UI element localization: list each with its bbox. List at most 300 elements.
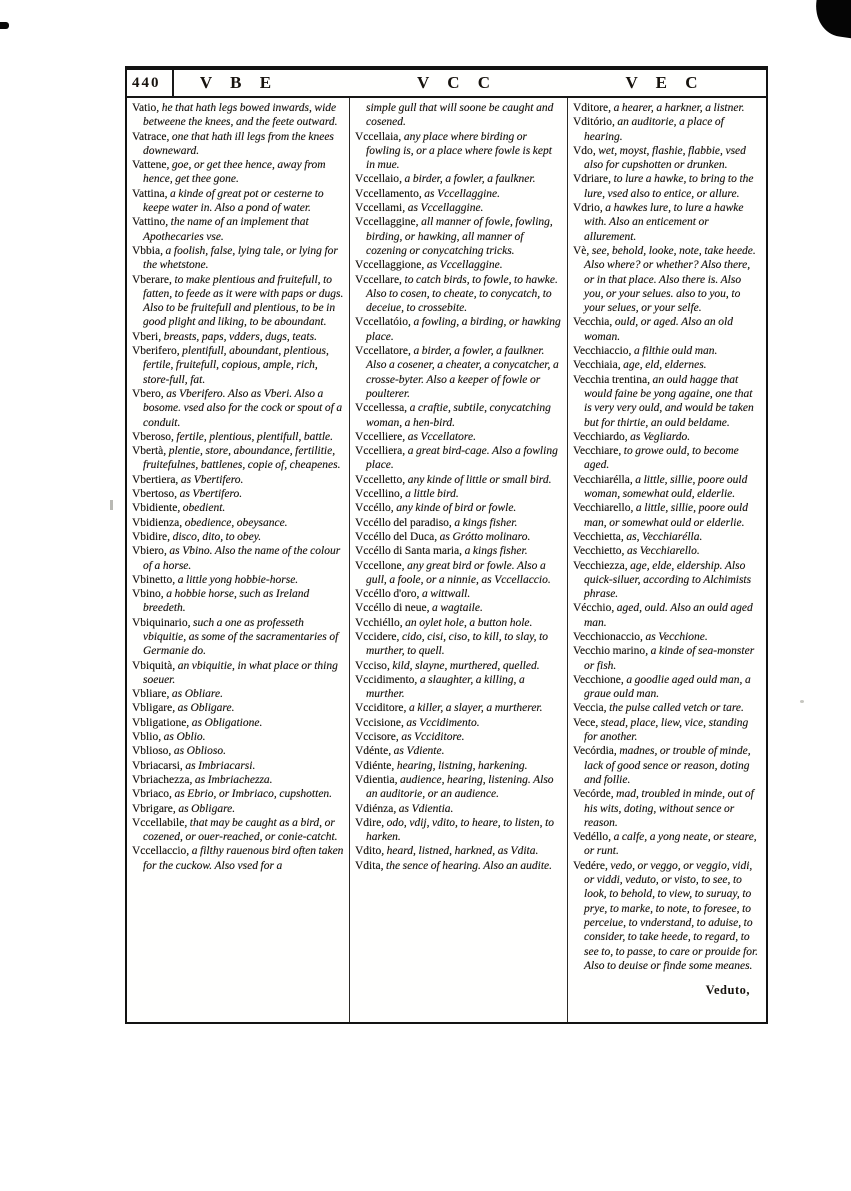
- dictionary-entry: [355, 501, 563, 515]
- entry-headword: Vè: [573, 244, 587, 257]
- entry-definition: , a filthie ould man.: [628, 345, 718, 358]
- dictionary-entry: [132, 844, 345, 873]
- entry-headword: Vdriare: [573, 173, 609, 186]
- entry-headword: Vecórdia: [573, 745, 614, 758]
- entry-headword: Vccelliera: [355, 445, 403, 458]
- entry-headword: Vbliare: [132, 688, 167, 701]
- dictionary-entry: [355, 201, 563, 215]
- entry-headword: Vecchiaccio: [573, 345, 629, 358]
- entry-definition: , a wittwall.: [416, 588, 471, 601]
- dictionary-entry: [355, 544, 563, 558]
- entry-definition: , a slaughter, a killing, a murther.: [366, 673, 525, 701]
- entry-headword: Vccéllo di Santa maria: [355, 545, 460, 558]
- entry-headword: Vccisione: [355, 716, 401, 729]
- dictionary-entry: [132, 616, 345, 659]
- column-header-vcc: V C C: [416, 73, 498, 92]
- entry-headword: Vbbia: [132, 244, 161, 257]
- entry-headword: Vecchietta: [573, 530, 621, 543]
- dictionary-entry: [573, 830, 762, 859]
- entry-headword: Vecchiaia: [573, 359, 618, 372]
- entry-definition: , as Obligare.: [172, 702, 235, 715]
- entry-definition: , as Oblioso.: [168, 745, 226, 758]
- dictionary-entry: [355, 601, 563, 615]
- dictionary-entry: [355, 258, 563, 272]
- dictionary-entry: [132, 787, 345, 801]
- column-vcc: [349, 98, 567, 1022]
- column-header-vec: V E C: [625, 73, 705, 92]
- dictionary-entry: [132, 687, 345, 701]
- entry-headword: Vbino: [132, 588, 161, 601]
- entry-definition: , as Grótto molinaro.: [434, 530, 531, 543]
- dictionary-entry: [355, 816, 563, 845]
- dictionary-entry: [132, 487, 345, 501]
- dictionary-entry: [355, 315, 563, 344]
- entry-definition: , as Vbertifero.: [174, 488, 243, 501]
- entry-definition: , as Vccellaggine.: [418, 187, 501, 200]
- dictionary-entry: [355, 430, 563, 444]
- entry-headword: Vccellone: [355, 559, 402, 572]
- entry-definition: , as Vecchiarello.: [621, 545, 700, 558]
- entry-definition: , audience, hearing, listening. Also an auditorie, or an audience.: [366, 773, 554, 801]
- dictionary-entry: [132, 101, 345, 130]
- entry-headword: Vbero: [132, 387, 161, 400]
- entry-definition: , any place where birding or fowling is, or a place where fowle is kept in mue.: [366, 130, 552, 172]
- entry-definition: , a fowling, a birding, or hawking place.: [366, 316, 561, 343]
- entry-headword: Vccisore: [355, 731, 396, 744]
- dictionary-entry: [573, 544, 762, 558]
- dictionary-entry: [573, 530, 762, 544]
- dictionary-entry: [355, 473, 563, 487]
- entry-definition: , to growe ould, to become aged.: [584, 445, 739, 472]
- entry-headword: Vccellaggine: [355, 216, 416, 229]
- entry-headword: Vedére: [573, 859, 605, 872]
- dictionary-entry: [132, 659, 345, 688]
- dictionary-entry: [355, 273, 563, 316]
- dictionary-entry: [132, 130, 345, 159]
- entry-headword: Vbriachezza: [132, 773, 190, 786]
- entry-headword: Vbligatione: [132, 716, 187, 729]
- entry-definition: , as Vbertifero.: [175, 473, 244, 486]
- entry-definition: , an auditorie, a place of hearing.: [584, 116, 724, 143]
- dictionary-entry: [132, 158, 345, 187]
- dictionary-entry: [355, 344, 563, 401]
- dictionary-entry: [573, 630, 762, 644]
- entry-headword: Vbriacarsi: [132, 759, 180, 772]
- entry-headword: Vccelliere: [355, 430, 403, 443]
- scan-speck: [110, 500, 113, 510]
- entry-headword: Vdénte: [355, 745, 389, 758]
- entry-definition: , as Obligatione.: [186, 716, 263, 729]
- dictionary-entry: [132, 501, 345, 515]
- entry-headword: Vberifero: [132, 345, 177, 358]
- entry-definition: , a birder, a fowler, a faulkner.: [399, 173, 536, 186]
- entry-headword: Vditório: [573, 116, 612, 129]
- entry-headword: Vberi: [132, 330, 159, 343]
- entry-headword: Vecchia: [573, 316, 610, 329]
- entry-headword: Vccellino: [355, 488, 400, 501]
- dictionary-entry: [573, 358, 762, 372]
- entry-headword: Vberoso: [132, 430, 171, 443]
- entry-definition: , ould, or aged. Also an old woman.: [584, 316, 733, 343]
- entry-headword: Vdita: [355, 859, 381, 872]
- entry-headword: Vccellabile: [132, 816, 185, 829]
- entry-headword: Vbertiera: [132, 473, 176, 486]
- dictionary-entry: [355, 630, 563, 659]
- dictionary-entry: [132, 215, 345, 244]
- dictionary-entry: [132, 330, 345, 344]
- entry-headword: Vecchietto: [573, 545, 622, 558]
- dictionary-entry: [132, 773, 345, 787]
- header-divider-rule: [172, 70, 174, 96]
- dictionary-entry: [132, 273, 345, 330]
- entry-headword: Vccellaia: [355, 130, 399, 143]
- dictionary-entry: [573, 344, 762, 358]
- entry-definition: , as Obligare.: [172, 802, 236, 815]
- entry-definition: , a little bird.: [399, 488, 459, 501]
- entry-definition: , that may be caught as a bird, or cozened, or ouer-reached, or conie-catcht.: [143, 816, 338, 844]
- dictionary-entry: [355, 759, 563, 773]
- dictionary-entry: [573, 601, 762, 630]
- entry-definition: , a kings fisher.: [459, 545, 528, 558]
- entry-definition: , plentifull, aboundant, plentious, fertile, fruitefull, copious, ample, rich, store-full, fat.: [143, 345, 329, 386]
- entry-definition: , a calfe, a yong neate, or steare, or runt.: [584, 831, 757, 858]
- dictionary-entry: [132, 573, 345, 587]
- dictionary-entry: [355, 744, 563, 758]
- dictionary-entry: [132, 344, 345, 387]
- entry-definition: , to make plentious and fruitefull, to fatten, to feede as it were with paps or dugs. Also to be fruitefull and plentious, to be in good plight and liking, to be aboundant.: [143, 273, 344, 329]
- entry-headword: Vbligare: [132, 702, 173, 715]
- entry-headword: Vbiquità: [132, 659, 173, 672]
- entry-headword: Vedéllo: [573, 831, 609, 844]
- entry-definition: , madnes, or trouble of minde, lack of good sence or reason, doting and follie.: [584, 745, 751, 786]
- entry-headword: Vecchiardo: [573, 430, 625, 443]
- dictionary-entry: [573, 559, 762, 602]
- entry-headword: Vdrio: [573, 202, 600, 215]
- dictionary-entry: [132, 759, 345, 773]
- entry-headword: Vecchiare: [573, 445, 619, 458]
- entry-headword: Vcchiéllo: [355, 616, 400, 629]
- entry-headword: Vbriaco: [132, 788, 170, 801]
- dictionary-entry: [355, 559, 563, 588]
- entry-headword: Vece: [573, 716, 596, 729]
- entry-definition: , plentie, store, aboundance, fertilitie, fruitefulnes, battlenes, copie of, cheapenes.: [143, 445, 341, 472]
- dictionary-entry: [355, 401, 563, 430]
- entry-definition: , as Ebrio, or Imbriaco, cupshotten.: [169, 788, 333, 801]
- entry-headword: Vccéllo: [355, 502, 391, 515]
- entry-definition: , see, behold, looke, note, take heede. Also where? or whether? Also there, or in that place. Also there is. Also you, or your selues. also to you, to your selues, or your selfe.: [584, 244, 756, 315]
- entry-headword: Vdiénza: [355, 802, 394, 815]
- entry-headword: Vccéllo di neue: [355, 602, 427, 615]
- entry-definition: , as Vccellaggine.: [421, 259, 503, 272]
- entry-headword: Vccellessa: [355, 402, 405, 415]
- entry-definition: , as Vbino. Also the name of the colour of a horse.: [143, 545, 341, 572]
- dictionary-entry: [132, 701, 345, 715]
- entry-definition: , cido, cisi, ciso, to kill, to slay, to murther, to quell.: [366, 630, 549, 658]
- dictionary-entry: [573, 115, 762, 144]
- entry-definition: , as Vcciditore.: [395, 731, 465, 744]
- entry-definition: , obedient.: [177, 502, 226, 515]
- dictionary-entry: [355, 844, 563, 858]
- entry-definition: , a foolish, false, lying tale, or lying for the whetstone.: [143, 244, 338, 272]
- entry-headword: Vccidimento: [355, 673, 415, 686]
- entry-headword: Vccéllo d'oro: [355, 588, 417, 601]
- dictionary-entry: [132, 716, 345, 730]
- dictionary-entry: [132, 587, 345, 616]
- dictionary-entry: [573, 244, 762, 315]
- entry-headword: Vccéllo del paradiso: [355, 516, 449, 529]
- entry-definition: , stead, place, liew, vice, standing for another.: [584, 716, 749, 744]
- entry-headword: Vbrigare: [132, 802, 173, 815]
- entry-definition: , age, elde, eldership. Also quick-siluer, according to Alchimists phrase.: [584, 559, 752, 601]
- column-vbe: [127, 98, 349, 1022]
- entry-definition: , a great bird-cage. Also a fowling place.: [366, 445, 558, 472]
- entry-definition: , aged, ould. Also an ould aged man.: [584, 602, 753, 629]
- dictionary-entry: [573, 101, 762, 115]
- scan-artifact-edge-mark: [0, 22, 9, 29]
- entry-headword: Vattene: [132, 159, 167, 172]
- entry-headword: Vccellaggione: [355, 259, 422, 272]
- entry-definition: , a kings fisher.: [448, 516, 518, 529]
- entry-definition: , vedo, or veggo, or veggio, vidi, or viddi, veduto, or visto, to see, to look, to behold, to view, to suruay, to prye, to marke, to note, to foresee, to perceiue, to vnderstand, to aduise, to consider, to take heede, to regard, to see to, to passe, to care or prouide for. Also to deuise or finde some meanes.: [584, 859, 759, 972]
- dictionary-entry: [355, 659, 563, 673]
- entry-definition: , as, Vecchiarélla.: [620, 530, 703, 543]
- dictionary-entry: [355, 215, 563, 258]
- entry-definition: , a kinde of great pot or cesterne to keepe water in. Also a pond of water.: [143, 187, 324, 215]
- entry-definition: , as Imbriacarsi.: [179, 759, 256, 772]
- dictionary-entry: [573, 787, 762, 830]
- entry-headword: Vccellami: [355, 202, 403, 215]
- entry-headword: Vbidire: [132, 530, 168, 543]
- entry-definition: , a little, sillie, poore ould man, or somewhat ould or elderlie.: [584, 502, 749, 529]
- scan-artifact-corner-blob: [812, 0, 851, 39]
- entry-definition: , wet, moyst, flashie, flabbie, vsed also for cupshotten or drunken.: [584, 144, 746, 172]
- entry-headword: Vbidienza: [132, 516, 180, 529]
- entry-definition: , an vbiquitie, in what place or thing soeuer.: [143, 659, 338, 686]
- entry-definition: , a hobbie horse, such as Ireland breedeth.: [143, 588, 310, 615]
- entry-headword: Vccéllo del Duca: [355, 530, 435, 543]
- dictionary-entry: [132, 530, 345, 544]
- entry-definition: , he that hath legs bowed inwards, wide betweene the knees, and the feete outward.: [143, 102, 338, 129]
- entry-definition: , a little yong hobbie-horse.: [172, 573, 299, 586]
- entry-definition: , as Oblio.: [158, 731, 206, 744]
- entry-headword: Vbinetto: [132, 573, 173, 586]
- entry-definition: , the pulse called vetch or tare.: [603, 702, 744, 715]
- entry-headword: Vatio: [132, 102, 157, 114]
- dictionary-entry: [573, 859, 762, 973]
- entry-headword: Vccellare: [355, 273, 400, 286]
- dictionary-entry: [573, 315, 762, 344]
- entry-definition: , as Vdiente.: [388, 745, 445, 758]
- entry-headword: Vattino: [132, 216, 166, 229]
- entry-headword: Vccidere: [355, 630, 397, 643]
- entry-definition: , a hawkes lure, to lure a hawke with. Also an enticement or allurement.: [584, 202, 744, 243]
- entry-definition: , obedience, obeysance.: [179, 516, 288, 529]
- entry-definition: , any great bird or fowle. Also a gull, a foole, or a ninnie, as Vccellaccio.: [366, 559, 551, 586]
- entry-definition: , age, eld, eldernes.: [617, 359, 707, 372]
- entry-definition: , an ould hagge that would faine be yong againe, one that is very very ould, and would be taken but for thirtie, an ould beldame.: [584, 373, 754, 429]
- entry-definition: , a filthy rauenous bird often taken for the cuckow. Also vsed for a: [143, 845, 344, 872]
- entry-definition: , as Vecchione.: [640, 630, 708, 643]
- entry-headword: Vditore: [573, 102, 609, 114]
- dictionary-entry: [573, 373, 762, 430]
- entry-definition: , the sence of hearing. Also an audite.: [380, 859, 553, 872]
- entry-definition: , odo, vdij, vdito, to heare, to listen, to harken.: [366, 816, 555, 844]
- entry-definition: , goe, or get thee hence, away from hence, get thee gone.: [143, 159, 326, 186]
- dictionary-entry: [573, 744, 762, 787]
- entry-definition: , a killer, a slayer, a murtherer.: [403, 702, 543, 715]
- entry-definition: , such a one as professeth vbiquitie, as some of the sacramentaries of Germanie do.: [143, 616, 339, 658]
- dictionary-entry: [573, 501, 762, 530]
- dictionary-entry: [355, 130, 563, 173]
- dictionary-entry: [355, 802, 563, 816]
- dictionary-entry: [573, 444, 762, 473]
- entry-definition: , kild, slayne, murthered, quelled.: [386, 659, 540, 672]
- entry-headword: Vccellatore: [355, 345, 408, 358]
- dictionary-entry: [355, 444, 563, 473]
- entry-definition: , as Vegliardo.: [624, 430, 691, 443]
- dictionary-entry: [355, 516, 563, 530]
- entry-headword: Vbertà: [132, 445, 164, 458]
- entry-definition: , any kinde of little or small bird.: [402, 473, 552, 486]
- dictionary-entry: [573, 144, 762, 173]
- dictionary-entry: [132, 387, 345, 430]
- entry-definition: , a goodlie aged ould man, a graue ould man.: [584, 673, 751, 701]
- dictionary-entry: [132, 187, 345, 216]
- entry-headword: Vccellamento: [355, 187, 419, 200]
- entry-definition: , a birder, a fowler, a faulkner. Also a cosener, a cheater, a conycatcher, a crosse-byter. Also a keeper of fowle or poulterer.: [366, 345, 559, 400]
- column-vec: [567, 98, 766, 1022]
- entry-headword: Vcciso: [355, 659, 387, 672]
- dictionary-entry: [573, 430, 762, 444]
- dictionary-entry: [355, 701, 563, 715]
- dictionary-entry: [132, 544, 345, 573]
- dictionary-entry: [573, 201, 762, 244]
- page-number: 440: [132, 75, 161, 91]
- entry-headword: Vberare: [132, 273, 170, 286]
- entry-definition: , a craftie, subtile, conycatching woman, a hen-bird.: [366, 402, 551, 429]
- printed-page-frame: [125, 66, 768, 1024]
- entry-headword: Vbiero: [132, 545, 164, 558]
- dictionary-entry: [355, 730, 563, 744]
- entry-headword: Vccellaccio: [132, 845, 187, 858]
- entry-definition: , breasts, paps, vdders, dugs, teats.: [158, 330, 317, 343]
- dictionary-entry: [132, 802, 345, 816]
- entry-headword: Vccellaio: [355, 173, 400, 186]
- entry-definition: , as Obliare.: [166, 688, 223, 701]
- dictionary-entry: [132, 244, 345, 273]
- dictionary-entry: [355, 587, 563, 601]
- catchword: Veduto,: [705, 983, 750, 997]
- entry-headword: Vccellatóio: [355, 316, 409, 329]
- entry-definition: , heard, listned, harkned, as Vdita.: [381, 845, 539, 858]
- entry-headword: Vdientia: [355, 773, 395, 786]
- entry-headword: Vecchiezza: [573, 559, 625, 572]
- entry-headword: Vbidiente: [132, 502, 178, 515]
- entry-headword: Vatrace: [132, 130, 167, 143]
- entry-headword: Vbiquinario: [132, 616, 188, 629]
- entry-definition: , as Vccellaggine.: [402, 202, 484, 215]
- entry-headword: Vattina: [132, 187, 165, 200]
- dictionary-entry: [132, 730, 345, 744]
- column-header-vbe: V B E: [199, 73, 279, 92]
- dictionary-entry: [355, 716, 563, 730]
- dictionary-entry: [132, 816, 345, 845]
- entry-definition: , one that hath ill legs from the knees downeward.: [143, 130, 334, 157]
- dictionary-entry: [573, 172, 762, 201]
- dictionary-entry: [355, 487, 563, 501]
- entry-definition: , as Vccidimento.: [400, 716, 480, 729]
- entry-definition: , as Vccellatore.: [402, 430, 476, 443]
- entry-headword: Vecchio marino: [573, 645, 646, 658]
- entry-headword: Vbertoso: [132, 488, 175, 501]
- entry-headword: Vecchia trentina: [573, 373, 648, 386]
- dictionary-entry: [132, 516, 345, 530]
- entry-definition: , as Vberifero. Also as Vberi. Also a bosome. vsed also for the cock or spout of a conduit.: [143, 387, 343, 429]
- entry-definition: , a hearer, a harkner, a listner.: [608, 102, 745, 114]
- dictionary-entry: [573, 644, 762, 673]
- entry-definition: , an oylet hole, a button hole.: [399, 616, 533, 629]
- entry-headword: Vecchione: [573, 673, 621, 686]
- entry-definition: , to catch birds, to fowle, to hawke. Also to cosen, to cheate, to conycatch, to deceiue, to crossebite.: [366, 273, 558, 315]
- entry-headword: Vecchiarello: [573, 502, 631, 515]
- dictionary-entry: [132, 430, 345, 444]
- entry-definition: , a kinde of sea-monster or fish.: [584, 645, 755, 672]
- entry-definition: , disco, dito, to obey.: [167, 530, 262, 543]
- dictionary-entry: [132, 473, 345, 487]
- columns-container: [127, 98, 766, 1022]
- dictionary-entry: [573, 473, 762, 502]
- dictionary-entry: [355, 859, 563, 873]
- entry-headword: Vdo: [573, 144, 593, 157]
- entry-definition: , mad, troubled in minde, out of his wits, doting, without sence or reason.: [584, 788, 754, 829]
- dictionary-entry: [573, 673, 762, 702]
- entry-definition: , as Imbriachezza.: [189, 773, 273, 786]
- entry-headword: Vblioso: [132, 745, 169, 758]
- dictionary-entry: [132, 444, 345, 473]
- dictionary-entry: [355, 773, 563, 802]
- entry-definition: , all manner of fowle, fowling, birding, or hawking, all manner of cozening or conycatching tricks.: [366, 216, 553, 257]
- entry-definition: , a wagtaile.: [426, 602, 483, 615]
- entry-definition: , a little, sillie, poore ould woman, somewhat ould, elderlie.: [584, 473, 748, 501]
- entry-headword: Vcciditore: [355, 702, 404, 715]
- entry-definition: , the name of an implement that Apothecaries vse.: [143, 216, 309, 243]
- entry-headword: Vecórde: [573, 788, 611, 801]
- running-header: [127, 70, 766, 98]
- dictionary-entry: simple gull that will soone be caught and cosened.: [366, 102, 554, 129]
- entry-definition: , to lure a hawke, to bring to the lure, vsed also to entice, or allure.: [584, 173, 754, 200]
- entry-headword: Vdiénte: [355, 759, 392, 772]
- entry-headword: Veccia: [573, 702, 604, 715]
- entry-headword: Vdito: [355, 845, 382, 858]
- dictionary-entry: [355, 530, 563, 544]
- entry-definition: , fertile, plentious, plentifull, battle.: [170, 430, 333, 443]
- dictionary-entry: [573, 716, 762, 745]
- dictionary-entry: [355, 616, 563, 630]
- dictionary-entry: [355, 673, 563, 702]
- dictionary-entry: [355, 187, 563, 201]
- scan-speck: [800, 700, 804, 703]
- entry-headword: Vccelletto: [355, 473, 403, 486]
- entry-definition: , any kinde of bird or fowle.: [390, 502, 517, 515]
- entry-headword: Vecchionaccio: [573, 630, 641, 643]
- entry-definition: , hearing, listning, harkening.: [391, 759, 528, 772]
- entry-headword: Vdire: [355, 816, 382, 829]
- entry-headword: Vécchio: [573, 602, 612, 615]
- entry-definition: , as Vdientia.: [393, 802, 454, 815]
- entry-headword: Vblio: [132, 731, 159, 744]
- dictionary-entry: [132, 744, 345, 758]
- dictionary-entry: [355, 172, 563, 186]
